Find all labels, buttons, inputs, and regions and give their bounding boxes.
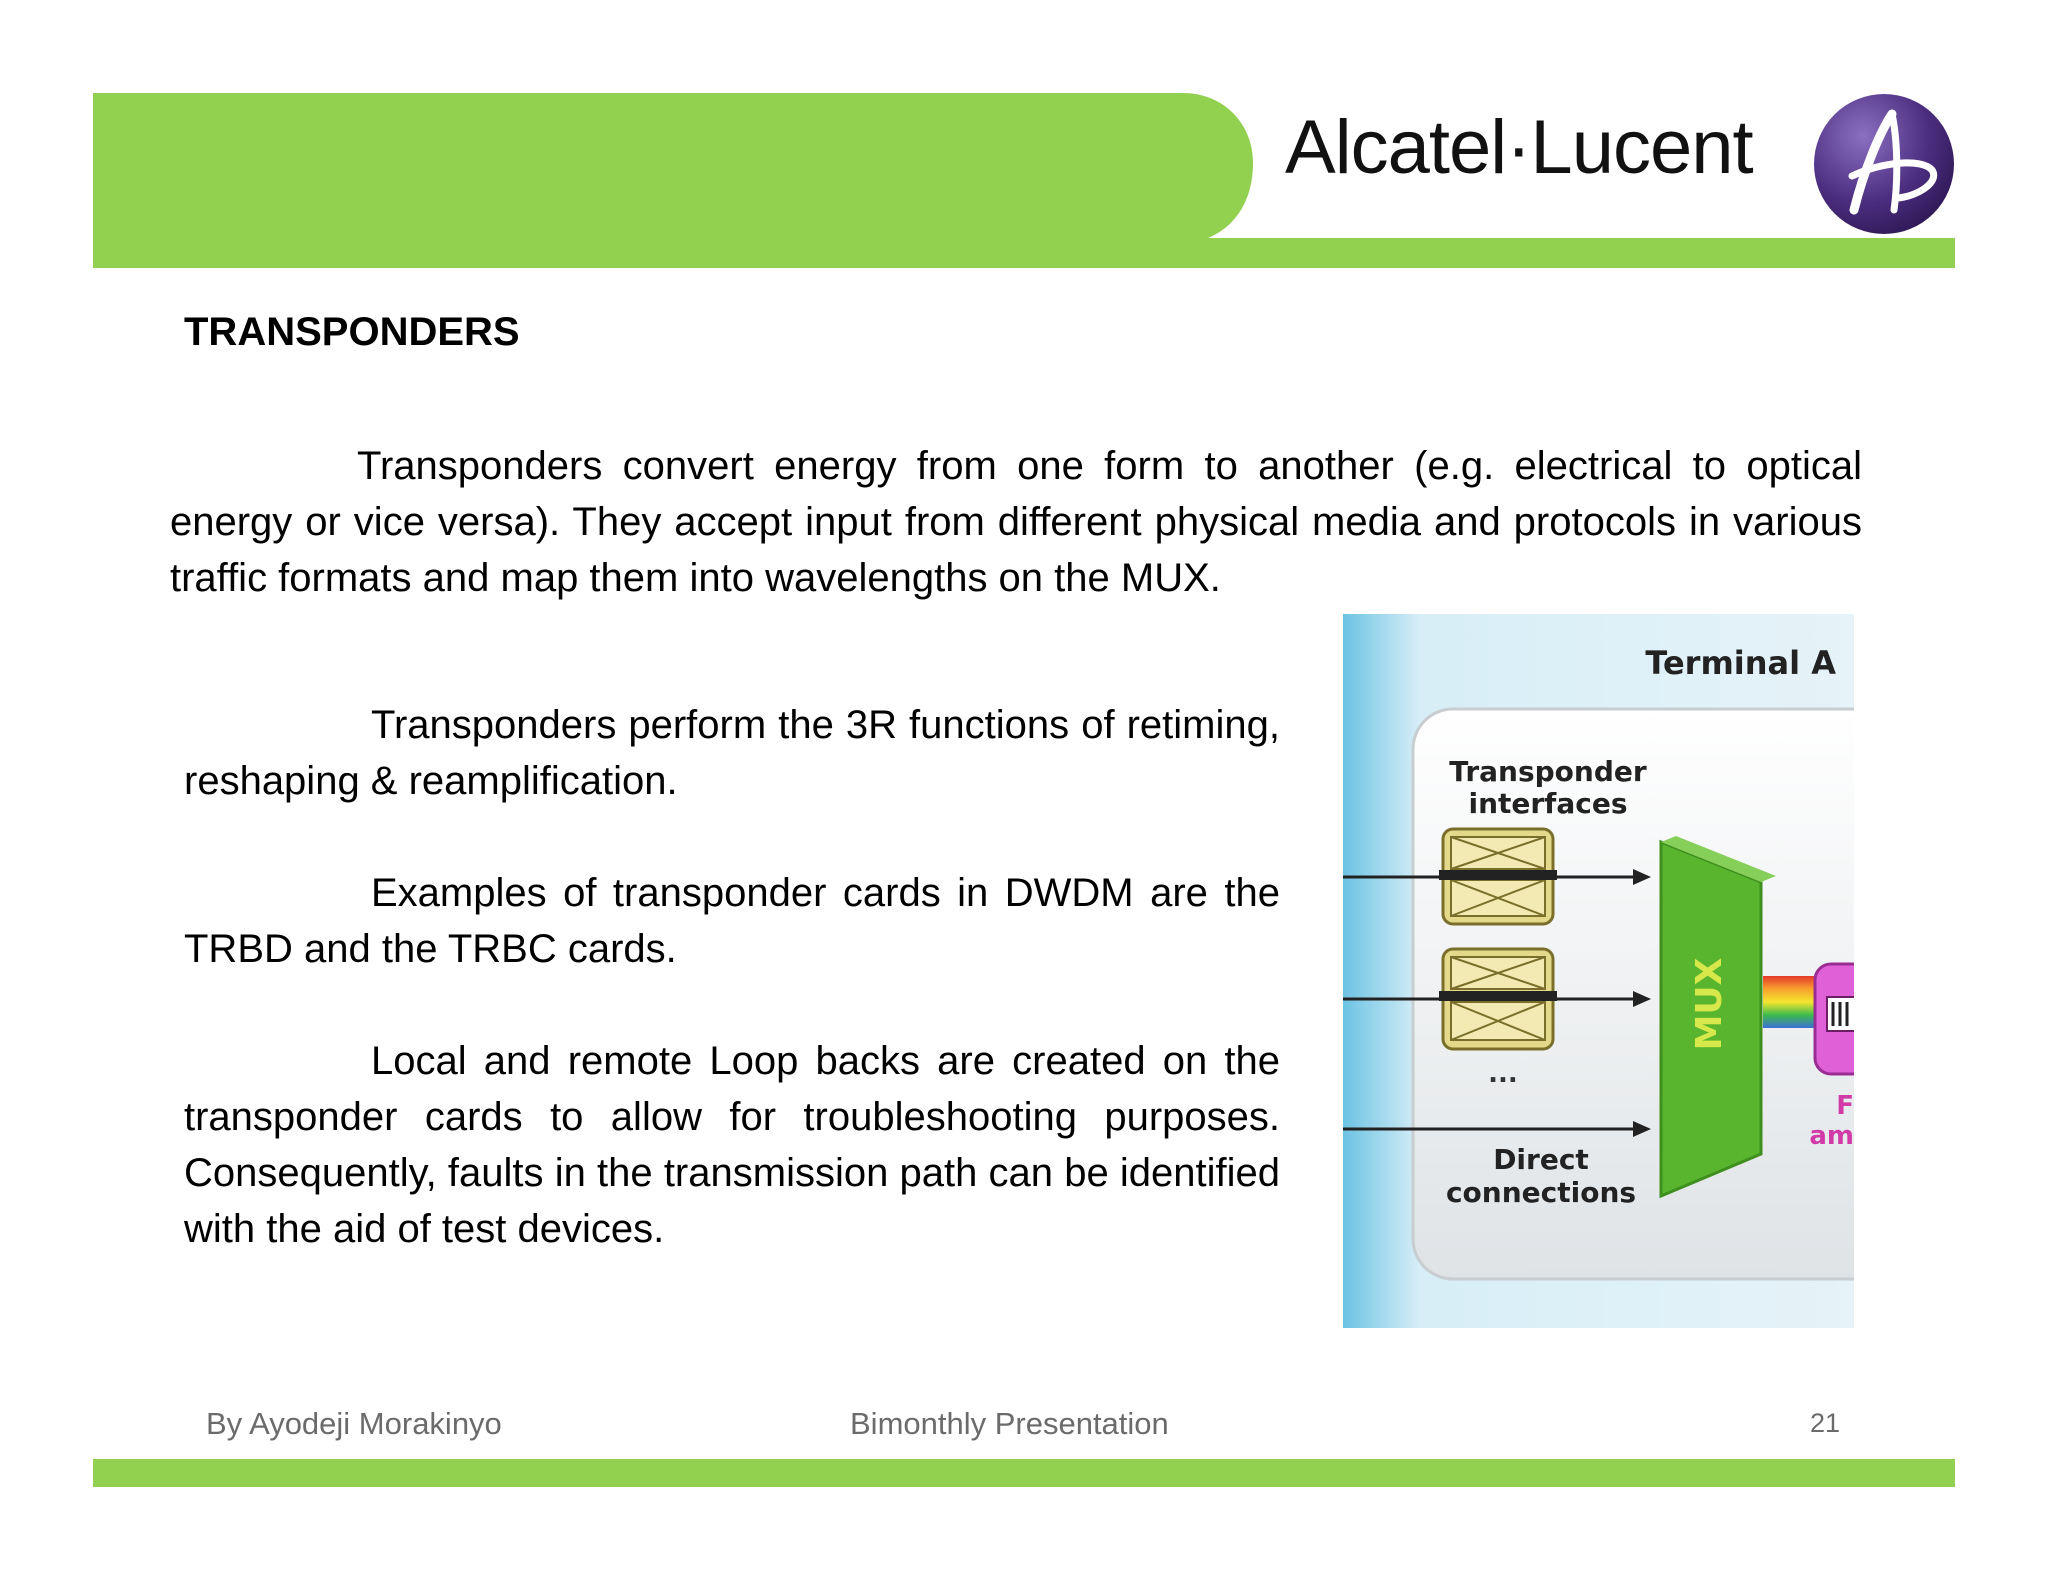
page-number: 21 — [1810, 1408, 1841, 1438]
amplifier-label-line1: F — [1836, 1091, 1854, 1121]
terminal-diagram — [1343, 614, 1854, 1328]
transponder-card-1 — [1439, 829, 1557, 924]
terminal-label: Terminal A — [1645, 644, 1836, 682]
transponder-card-2 — [1439, 949, 1557, 1049]
mux-label: MUX — [1689, 957, 1730, 1051]
transponder-label-line2: interfaces — [1468, 787, 1628, 820]
alcatel-lucent-a-icon — [1812, 92, 1957, 237]
direct-label-line2: connections — [1445, 1176, 1637, 1209]
paragraph-3r-functions: Transponders perform the 3R functions of retiming, reshaping & reamplification. — [184, 703, 1280, 803]
ellipsis-label: ... — [1488, 1059, 1518, 1089]
amplifier — [1815, 964, 1854, 1074]
footer-band — [93, 1459, 1955, 1487]
intro-paragraph: Transponders convert energy from one form to another (e.g. electrical to optical energy or vice versa). They accept input from different physical media and protocols in various traffic formats and map them into wavelengths on the MUX. — [170, 444, 1862, 600]
paragraph-transponder-cards: Examples of transponder cards in DWDM are the TRBD and the TRBC cards. — [184, 871, 1280, 971]
footer-presentation-title: Bimonthly Presentation — [850, 1406, 1169, 1441]
paragraph-loop-backs: Local and remote Loop backs are created on the transponder cards to allow for troubleshooting purposes. Consequently, faults in the transmission path can be identified with the aid of test devices. — [184, 1039, 1280, 1251]
company-logo-text: Alcatel·Lucent — [1285, 105, 1753, 190]
slide-title: TRANSPONDERS — [184, 310, 520, 354]
direct-label-line1: Direct — [1493, 1143, 1589, 1176]
footer-author: By Ayodeji Morakinyo — [206, 1406, 502, 1441]
amplifier-label-line2: am — [1809, 1121, 1854, 1151]
transponder-label-line1: Transponder — [1449, 755, 1647, 788]
